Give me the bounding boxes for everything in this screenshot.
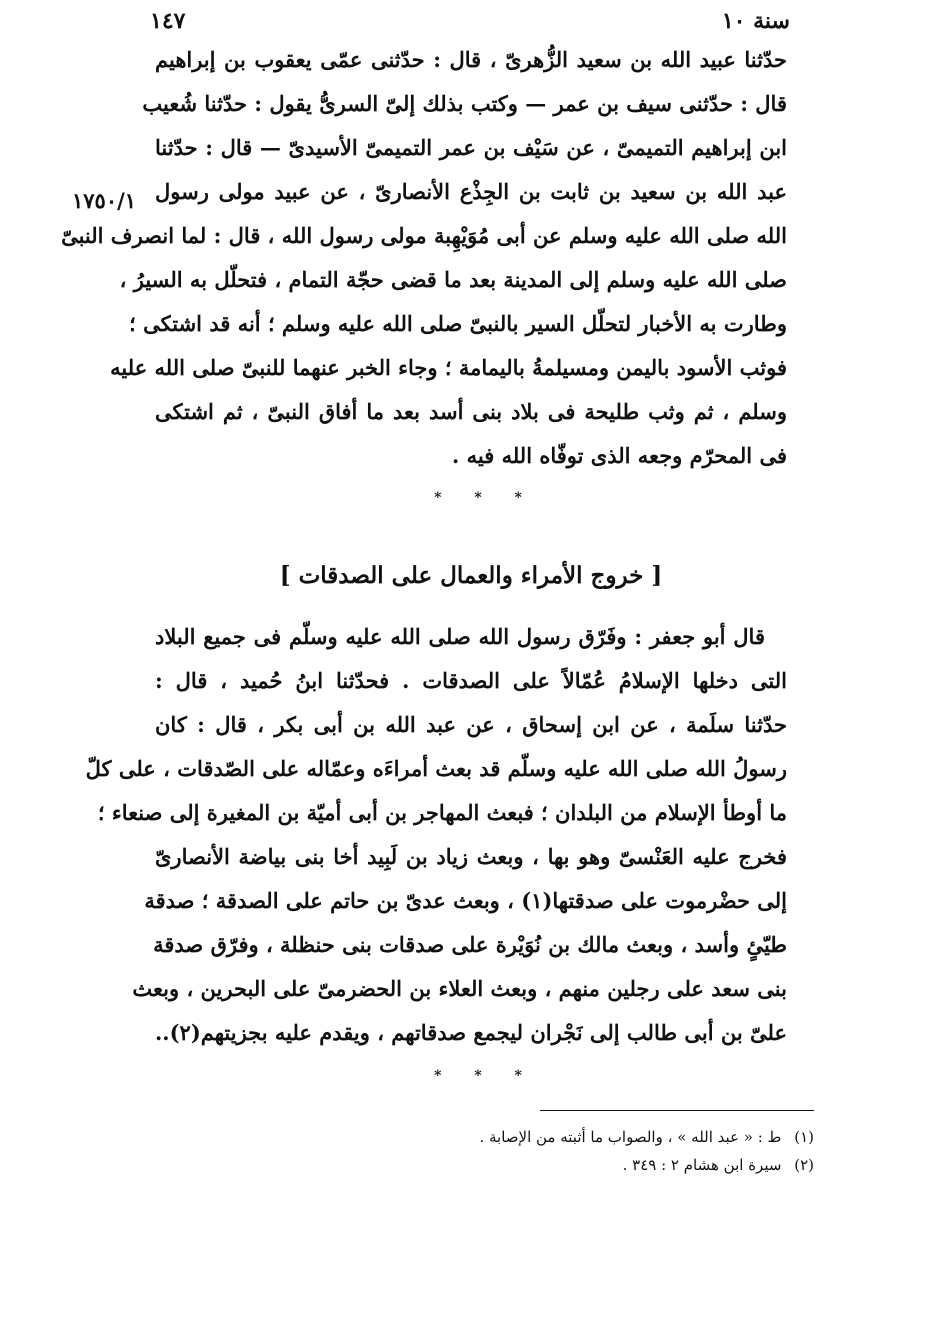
text-line: الله صلى الله عليه وسلم عن أبى مُوَيْهِبة مولى رسول الله ، قال : لما انصرف النبىّ bbox=[61, 223, 787, 248]
text-line: فى المحرّم وجعه الذى توفّاه الله فيه . bbox=[452, 443, 787, 468]
footnote bbox=[380, 1123, 814, 1151]
section-separator: * * * bbox=[434, 1068, 536, 1084]
text-line: التى دخلها الإسلامُ عُمّالاً على الصدقات . فحدّثنا ابنُ حُميد ، قال : bbox=[155, 668, 787, 693]
text-line: حدّثنا عبيد الله بن سعيد الزُّهرىّ ، قال : حدّثنى عمّى يعقوب بن إبراهيم bbox=[155, 47, 787, 72]
text-line: إلى حضْرموت على صدقتها(١) ، وبعث عدىّ بن حاتم على الصدقة ؛ صدقة bbox=[144, 888, 787, 913]
page-number: ١٤٧ bbox=[150, 8, 186, 34]
footnotes bbox=[380, 1123, 814, 1179]
footnote-number: (٢) bbox=[794, 1156, 814, 1174]
text-line: ما أوطأ الإسلام من البلدان ؛ فبعث المهاجر بن أبى أميّة بن المغيرة إلى صنعاء ؛ bbox=[97, 800, 787, 825]
year-label: سنة ١٠ bbox=[721, 8, 790, 34]
footnote-number: (١) bbox=[794, 1128, 814, 1146]
section-heading: [ خروج الأمراء والعمال على الصدقات ] bbox=[279, 562, 663, 589]
text-line: صلى الله عليه وسلم إلى المدينة بعد ما قضى حجّة التمام ، فتحلّل به السيرُ ، bbox=[119, 267, 787, 292]
footnote-divider bbox=[540, 1110, 814, 1111]
text-line: قال : حدّثنى سيف بن عمر — وكتب بذلك إلىّ السرىُّ يقول : حدّثنا شُعيب bbox=[142, 91, 787, 116]
running-head bbox=[150, 8, 790, 38]
text-line: حدّثنا سلَمة ، عن ابن إسحاق ، عن عبد الله بن أبى بكر ، قال : كان bbox=[155, 712, 787, 737]
margin-reference: ١٧٥٠/١ bbox=[72, 188, 137, 213]
text-line: بنى سعد على رجلين منهم ، وبعث العلاء بن الحضرمىّ على البحرين ، وبعث bbox=[132, 976, 787, 1001]
text-line: قال أبو جعفر : وفَرّق رسول الله صلى الله عليه وسلّم فى جميع البلاد bbox=[155, 624, 765, 649]
footnote-text: سيرة ابن هشام ٢ : ٣٤٩ . bbox=[622, 1156, 782, 1174]
text-line: فخرج عليه العَنْسىّ وهو بها ، وبعث زياد بن لَبِيد أخا بنى بياضة الأنصارىّ bbox=[155, 844, 787, 869]
section-separator: * * * bbox=[434, 490, 536, 506]
text-line: ابن إبراهيم التميمىّ ، عن سَيْف بن عمر التميمىّ الأسيدىّ — قال : حدّثنا bbox=[155, 135, 787, 160]
footnote-text: ط : « عبد الله » ، والصواب ما أثبته من الإصابة . bbox=[479, 1128, 782, 1146]
footnote bbox=[380, 1151, 814, 1179]
text-line: طيّئٍ وأسد ، وبعث مالك بن نُوَيْرة على صدقات بنى حنظلة ، وفرّق صدقة bbox=[153, 932, 787, 957]
paragraph-sadaqat bbox=[85, 615, 787, 1055]
text-line: علىّ بن أبى طالب إلى نَجْران ليجمع صدقاتهم ، ويقدم عليه بجزيتهم(٢).. bbox=[154, 1020, 787, 1045]
text-line: وطارت به الأخبار لتحلّل السير بالنبىّ صلى الله عليه وسلم ؛ أنه قد اشتكى ؛ bbox=[129, 311, 787, 336]
text-line: عبد الله بن سعيد بن ثابت بن الجِذْع الأنصارىّ ، عن عبيد مولى رسول bbox=[155, 179, 787, 204]
text-line: رسولُ الله صلى الله عليه وسلّم قد بعث أمراءَه وعمّاله على الصّدقات ، على كلّ bbox=[85, 756, 787, 781]
text-line: فوثب الأسود باليمن ومسيلمةُ باليمامة ؛ وجاء الخبر عنهما للنبىّ صلى الله عليه bbox=[110, 355, 787, 380]
text-line: وسلم ، ثم وثب طليحة فى بلاد بنى أسد بعد ما أفاق النبىّ ، ثم اشتكى bbox=[155, 399, 787, 424]
